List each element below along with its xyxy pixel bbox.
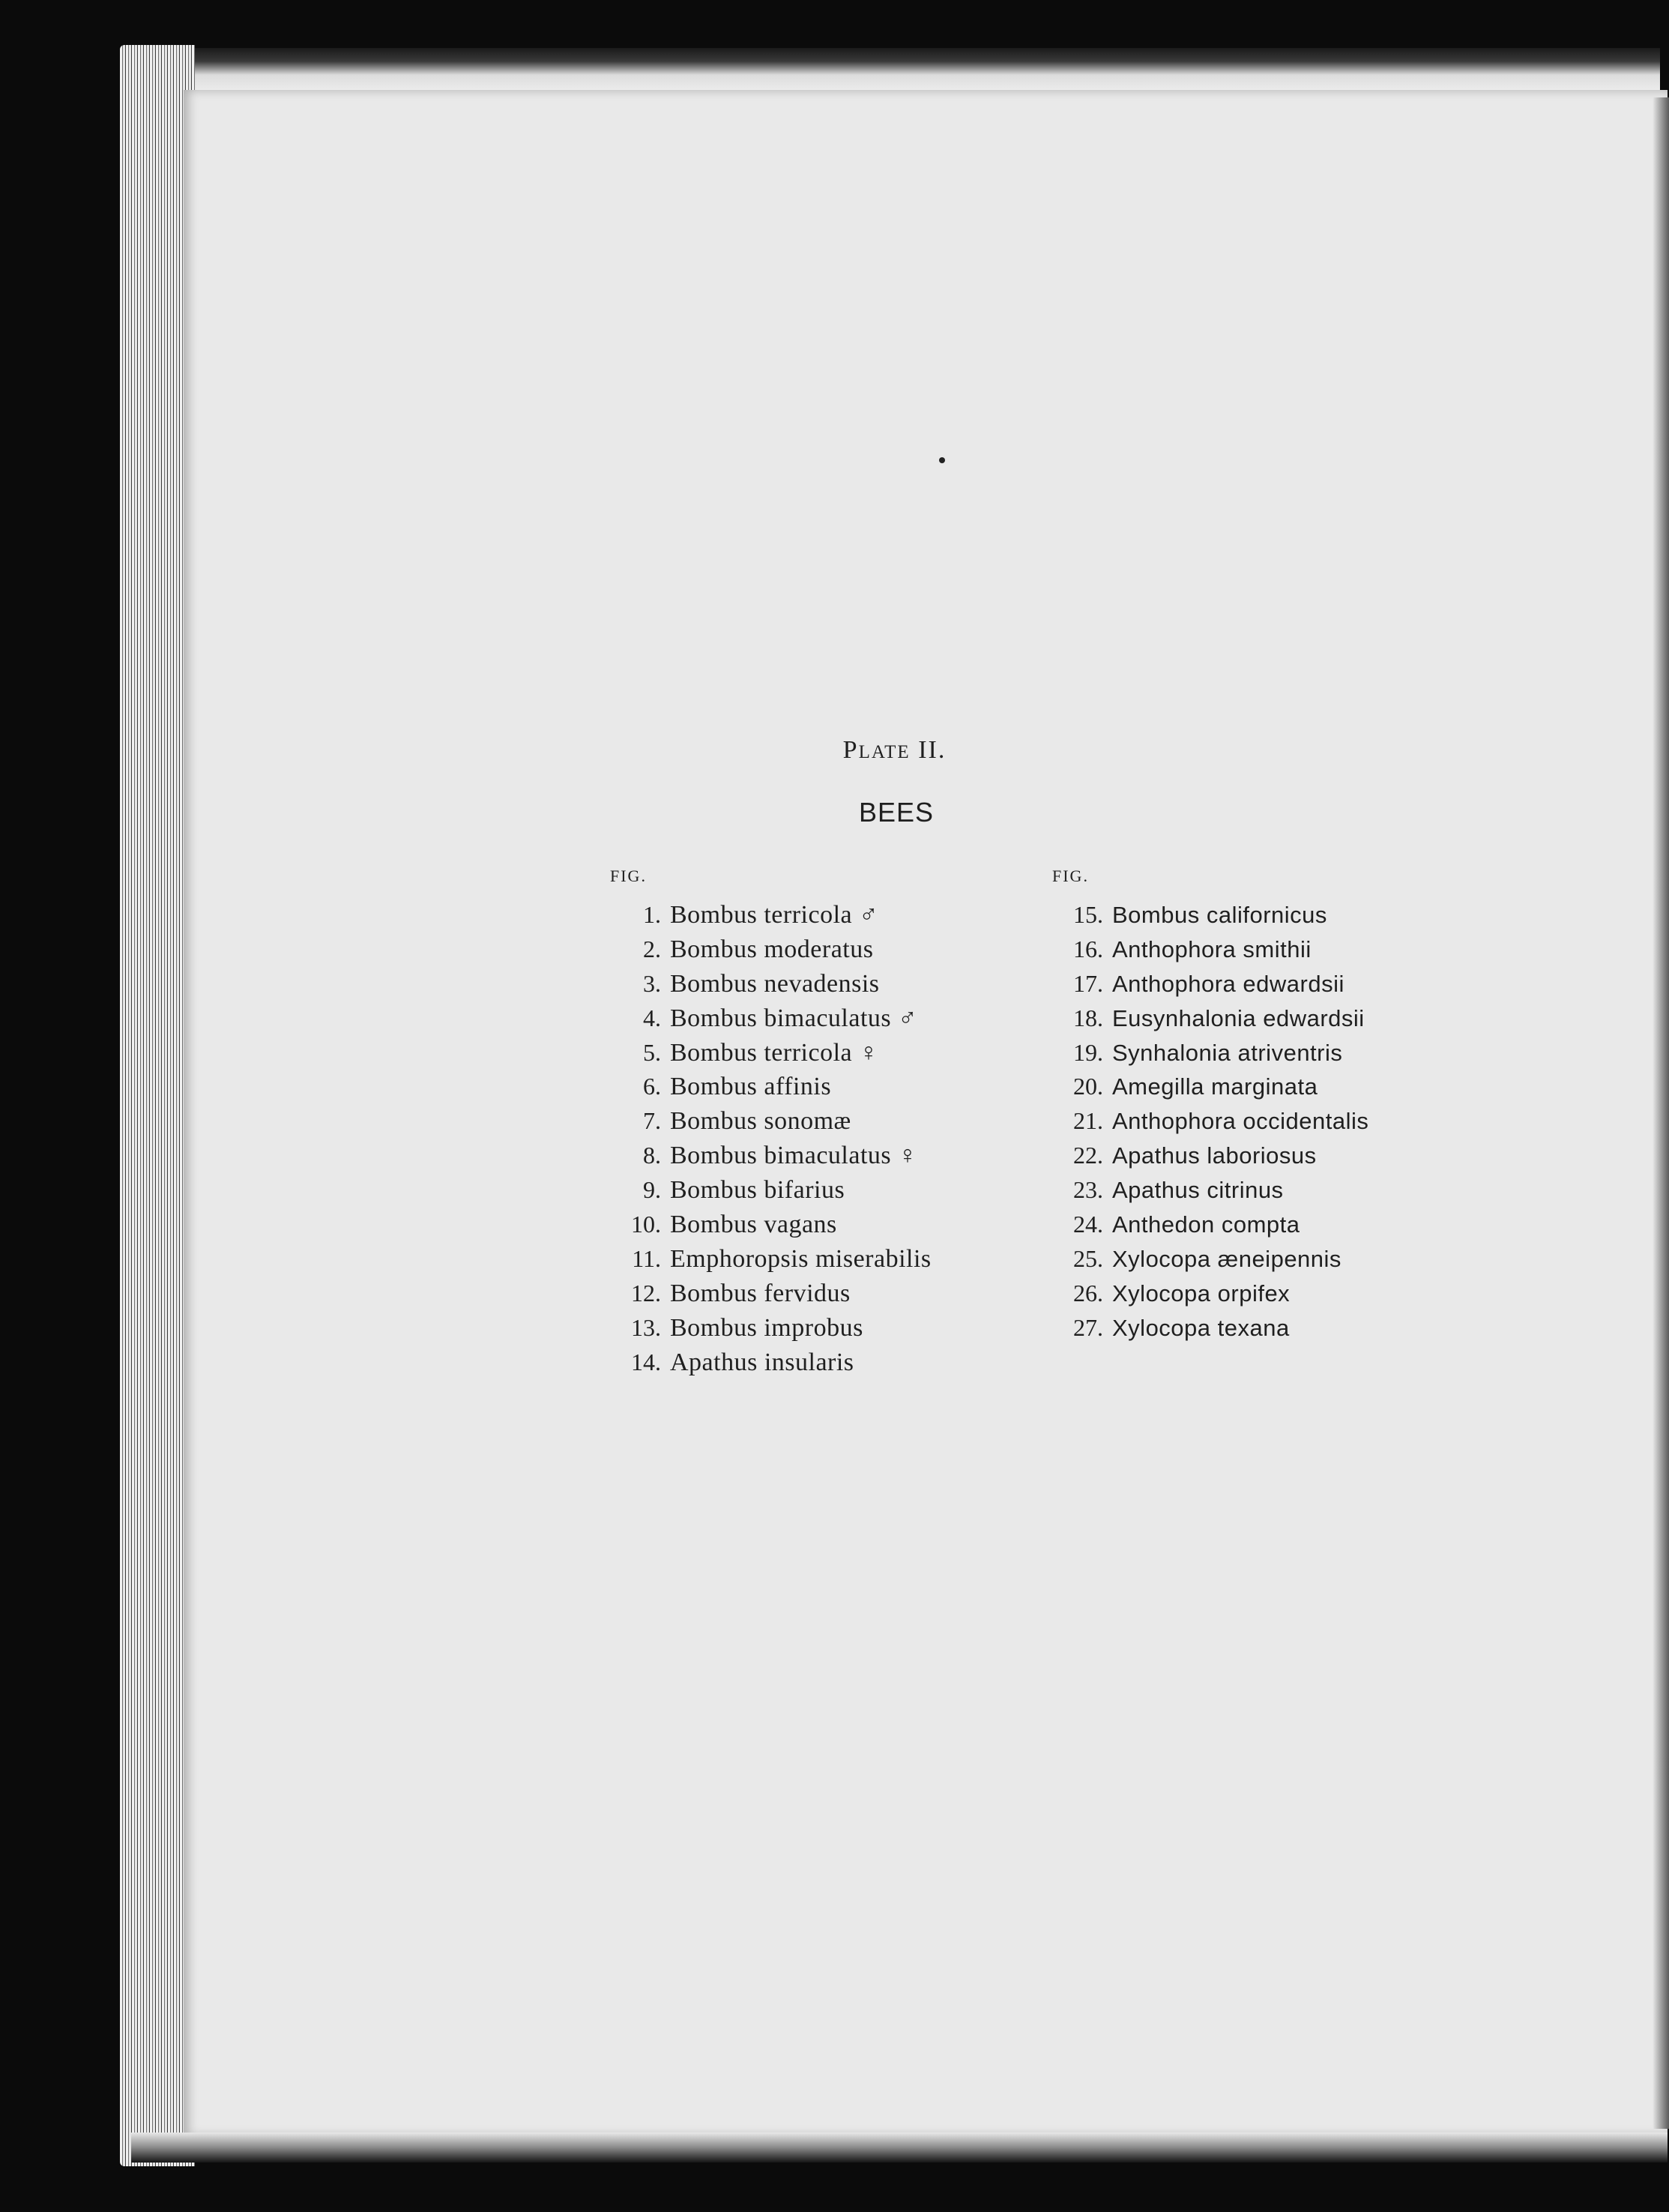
- species-name: Amegilla marginata: [1112, 1073, 1318, 1100]
- figure-number: 7.: [643, 1107, 661, 1135]
- species-name: Bombus fervidus: [670, 1279, 851, 1307]
- figure-entry: [610, 1001, 1000, 1036]
- species-name: Emphoropsis miserabilis: [670, 1244, 932, 1273]
- figure-number: 6.: [643, 1073, 661, 1100]
- plate-title: [0, 736, 1669, 765]
- figure-entry: [1052, 967, 1442, 1001]
- figure-entry: [610, 967, 1000, 1001]
- plate-title-word: LATE: [858, 742, 911, 762]
- figure-number: 27.: [1073, 1313, 1103, 1341]
- figure-entry: [610, 1070, 1000, 1104]
- species-name: Anthophora smithii: [1112, 935, 1312, 962]
- figure-number: 26.: [1073, 1279, 1103, 1307]
- figure-entry: [1052, 1242, 1442, 1277]
- species-name: Anthophora edwardsii: [1112, 970, 1344, 997]
- figure-entry: [1052, 1311, 1442, 1345]
- figure-list-right: [1052, 868, 1442, 1345]
- species-name: Anthedon compta: [1112, 1211, 1300, 1238]
- plate-title-number: II.: [910, 736, 947, 764]
- figure-number: 16.: [1073, 935, 1103, 962]
- figure-entry: [1052, 1173, 1442, 1208]
- fig-column-header: FIG.: [610, 867, 647, 885]
- figure-entry: [610, 932, 1000, 967]
- species-name: Bombus californicus: [1112, 902, 1327, 928]
- figure-number: 8.: [643, 1142, 661, 1169]
- figure-number: 4.: [643, 1004, 661, 1031]
- figure-entry: [1052, 1036, 1442, 1070]
- figure-number: 20.: [1073, 1073, 1103, 1100]
- figure-number: 17.: [1073, 969, 1103, 997]
- figure-list: [1052, 898, 1442, 1345]
- species-name: Bombus bimaculatus ♀: [670, 1142, 918, 1170]
- species-name: Eusynhalonia edwardsii: [1112, 1004, 1365, 1031]
- species-name: Anthophora occidentalis: [1112, 1108, 1369, 1135]
- figure-entry: [610, 1277, 1000, 1311]
- species-name: Bombus bimaculatus ♂: [670, 1004, 918, 1032]
- species-name: Xylocopa texana: [1112, 1314, 1290, 1341]
- figure-number: 24.: [1073, 1211, 1103, 1238]
- figure-entry: [610, 1139, 1000, 1173]
- species-name: Bombus sonomæ: [670, 1107, 851, 1136]
- figure-number: 5.: [643, 1038, 661, 1066]
- species-name: Bombus nevadensis: [670, 969, 880, 998]
- figure-entry: [1052, 1208, 1442, 1242]
- plate-title-initial: P: [842, 736, 859, 764]
- species-name: Apathus insularis: [670, 1348, 854, 1376]
- figure-entry: [610, 1242, 1000, 1277]
- species-name: Bombus bifarius: [670, 1176, 845, 1205]
- figure-entry: [1052, 1277, 1442, 1311]
- figure-entry: [1052, 1104, 1442, 1139]
- species-name: Bombus vagans: [670, 1211, 837, 1239]
- figure-entry: [610, 1173, 1000, 1208]
- figure-entry: [610, 1208, 1000, 1242]
- species-name: Bombus improbus: [670, 1313, 863, 1342]
- figure-entry: [1052, 932, 1442, 967]
- species-name: Bombus terricola ♂: [670, 901, 879, 929]
- species-name: Bombus terricola ♀: [670, 1038, 879, 1067]
- figure-number: 13.: [631, 1313, 661, 1341]
- figure-number: 12.: [631, 1279, 661, 1307]
- figure-entry: [1052, 1139, 1442, 1173]
- figure-entry: [610, 1311, 1000, 1345]
- species-name: Bombus moderatus: [670, 935, 874, 963]
- figure-entry: [610, 898, 1000, 932]
- species-name: Bombus affinis: [670, 1073, 832, 1101]
- figure-number: 18.: [1073, 1004, 1103, 1031]
- species-name: Apathus citrinus: [1112, 1177, 1284, 1204]
- figure-entry: [1052, 898, 1442, 932]
- figure-number: 25.: [1073, 1244, 1103, 1272]
- figure-number: 15.: [1073, 901, 1103, 928]
- figure-entry: [610, 1036, 1000, 1070]
- figure-number: 21.: [1073, 1107, 1103, 1135]
- species-name: Xylocopa æneipennis: [1112, 1245, 1341, 1272]
- figure-number: 14.: [631, 1348, 661, 1375]
- fig-column-header: FIG.: [1052, 867, 1089, 885]
- figure-number: 3.: [643, 969, 661, 997]
- figure-entry: [610, 1345, 1000, 1380]
- figure-entry: [610, 1104, 1000, 1139]
- figure-number: 9.: [643, 1176, 661, 1204]
- species-name: Synhalonia atriventris: [1112, 1039, 1343, 1066]
- figure-entry: [1052, 1001, 1442, 1036]
- figure-number: 10.: [631, 1211, 661, 1238]
- section-title: BEES: [858, 797, 935, 828]
- species-name: Apathus laboriosus: [1112, 1142, 1317, 1169]
- figure-entry: [1052, 1070, 1442, 1104]
- figure-list: [610, 898, 1000, 1379]
- figure-list-left: [610, 868, 1000, 1379]
- figure-number: 22.: [1073, 1142, 1103, 1169]
- figure-number: 23.: [1073, 1176, 1103, 1204]
- figure-number: 11.: [632, 1244, 661, 1272]
- figure-number: 1.: [643, 901, 661, 928]
- figure-number: 19.: [1073, 1038, 1103, 1066]
- species-name: Xylocopa orpifex: [1112, 1280, 1291, 1307]
- figure-number: 2.: [643, 935, 661, 962]
